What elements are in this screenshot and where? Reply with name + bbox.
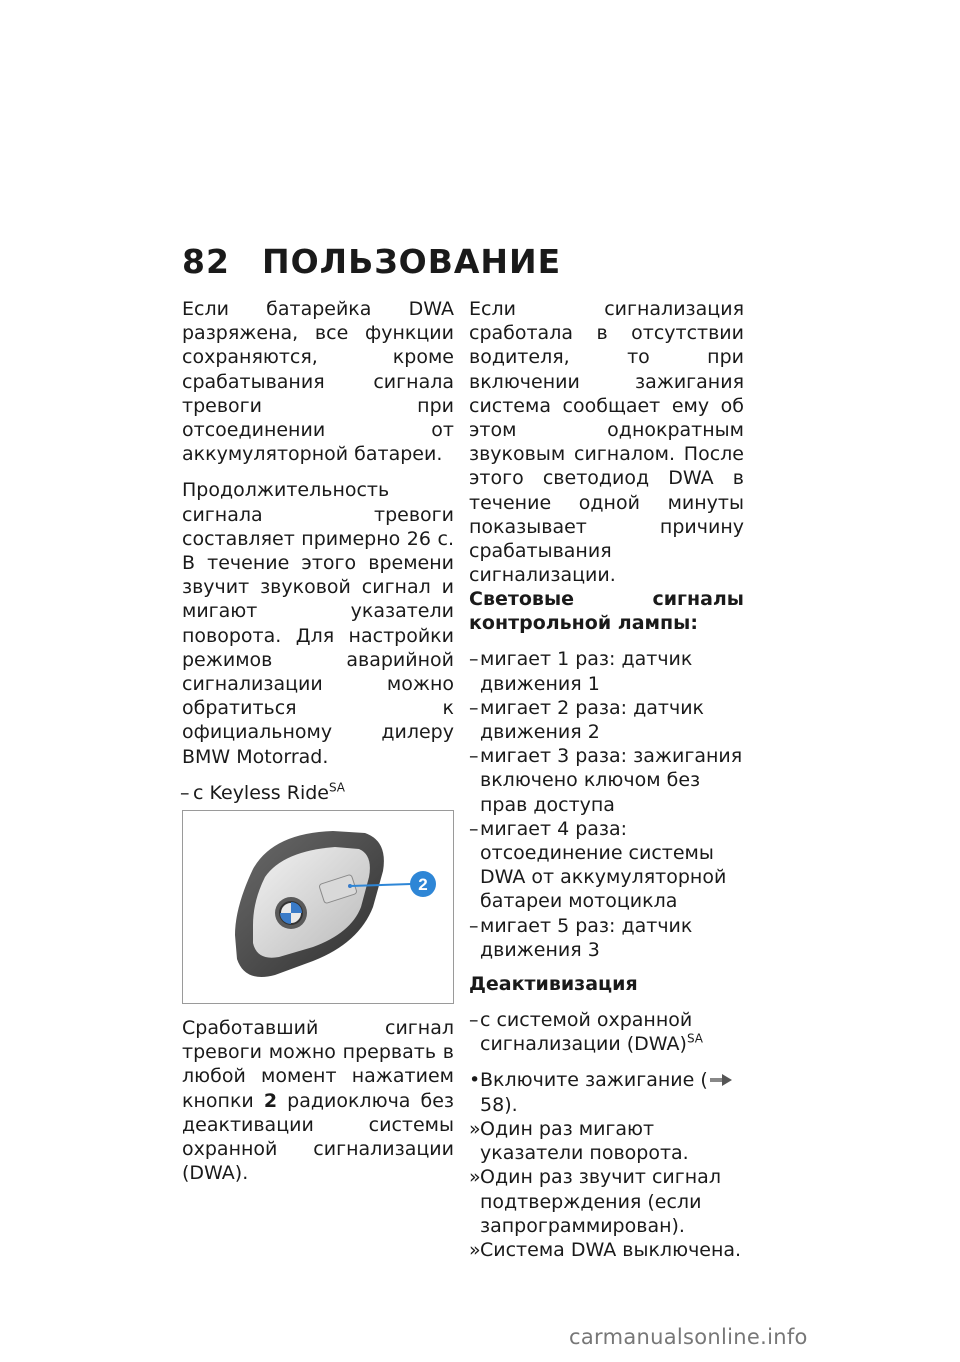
page-number: 82	[182, 242, 230, 281]
alarm-duration-paragraph: Продолжительность сигнала тревоги составляет примерно 26 с. В течение этого времени звучит звуковой сигнал и мигают указатели поворота. Для настройки режимов аварийной сигнализации можно обратиться к официальному дилеру BMW Motorrad.	[182, 479, 454, 768]
right-column	[469, 297, 744, 1262]
signal-item: – мигает 5 раз: датчик движения 3	[469, 914, 693, 961]
keyless-ride-label: с Keyless Ride	[193, 781, 329, 804]
page-reference-link[interactable]: 58	[480, 1093, 505, 1116]
interrupt-paragraph: Сработавший сигнал тревоги можно прервать в любой момент нажатием кнопки 2 радиоключа без деактивации системы охранной сигнализации (DWA).	[182, 1017, 455, 1185]
result-item: » Система DWA выключена.	[469, 1238, 742, 1261]
signal-item: – мигает 1 раз: датчик движения 1	[469, 648, 693, 695]
keyless-ride-condition	[182, 781, 454, 805]
deactivation-heading: Деактивизация	[469, 973, 638, 996]
signal-item: – мигает 4 раза: отсоединение системы DWA от аккумуляторной батареи мотоцикла	[469, 817, 727, 913]
signals-heading: Световые сигналы контрольной лампы:	[469, 588, 744, 635]
result-item: » Один раз мигают указатели поворота.	[469, 1117, 689, 1165]
page-reference-arrow-icon	[708, 1073, 734, 1087]
site-watermark: carmanualsonline.info	[569, 1325, 808, 1349]
key-fob-figure	[182, 810, 454, 1004]
sa-superscript: SA	[686, 1031, 704, 1046]
button-ref: 2	[263, 1089, 278, 1112]
page-title: ПОЛЬЗОВАНИЕ	[262, 242, 562, 281]
battery-paragraph: Если батарейка DWA разряжена, все функции сохраняются, кроме срабатывания сигнала тревоги при отсоединении от аккумуляторной батареи.	[182, 298, 454, 466]
dash-mark: –	[180, 781, 190, 804]
sa-superscript: SA	[328, 780, 346, 795]
signals-list	[469, 647, 744, 962]
signal-item: – мигает 3 раза: зажигания включено ключом без прав доступа	[469, 745, 743, 816]
callout-number: 2	[418, 875, 428, 895]
led-paragraph: Если сигнализация сработала в отсутствии водителя, то при включении зажигания система сообщает ему об этом однократным звуковым сигналом. После этого светодиод DWA в течение одной минуты показывает причину срабатывания сигнализации.	[469, 298, 744, 587]
step-ignition: • Включите зажигание (58).	[469, 1068, 744, 1116]
left-column	[182, 297, 454, 1185]
page-header	[182, 242, 561, 281]
result-item: » Один раз звучит сигнал подтверждения (если запрограммирован).	[469, 1166, 721, 1237]
key-fob-illustration	[183, 811, 453, 1003]
deactivation-condition: – с системой охранной сигнализации (DWA)$^{SA}$	[469, 1009, 704, 1056]
signal-item: – мигает 2 раза: датчик движения 2	[469, 696, 705, 744]
